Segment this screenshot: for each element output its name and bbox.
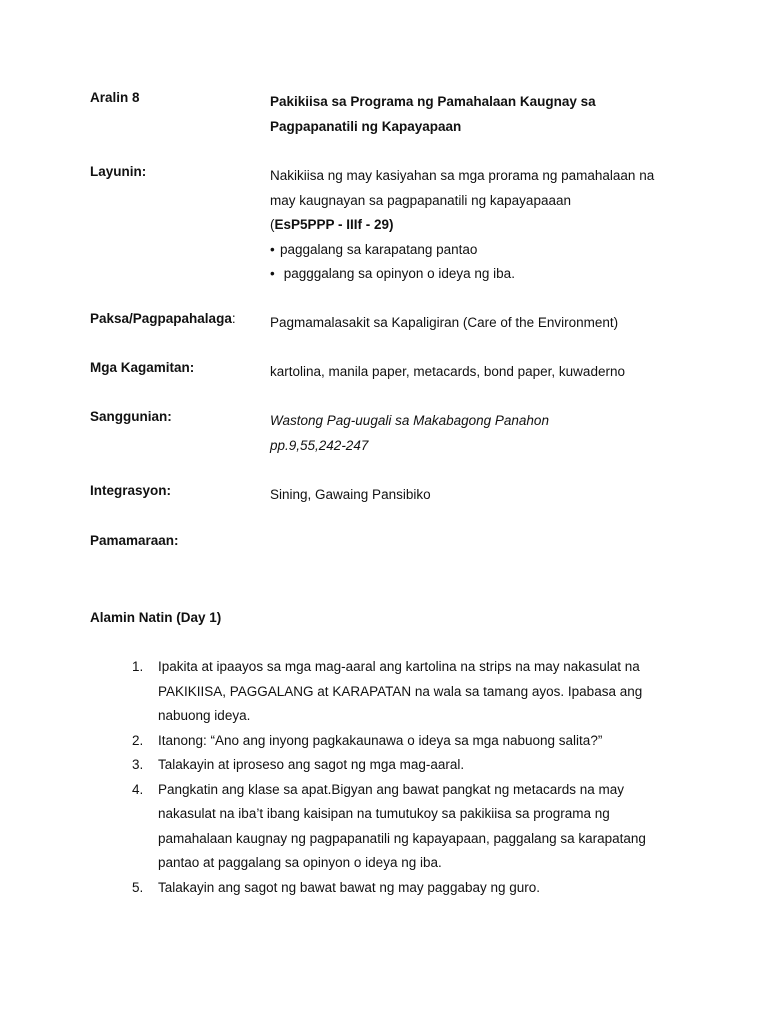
step-number: 2. xyxy=(132,732,144,748)
step-number: 3. xyxy=(132,757,144,772)
step-line: pamahalaan kaugnay ng pagpapanatili ng kapayapaan, paggalang sa karapatang xyxy=(158,830,646,846)
paksa-label-text: Paksa/Pagpapahalaga xyxy=(90,311,232,326)
list-item xyxy=(132,753,652,778)
code-paren: ( xyxy=(270,217,275,232)
step-number: 4. xyxy=(132,781,144,797)
bullet-icon: • xyxy=(270,266,275,281)
step-line: Itanong: “Ano ang inyong pagkakaunawa o ideya sa mga nabuong salita?” xyxy=(158,732,603,748)
step-line: Talakayin at iproseso ang sagot ng mga mag-aaral. xyxy=(158,757,465,772)
paksa-label xyxy=(90,311,236,326)
integrasyon-label: Integrasyon: xyxy=(90,483,172,498)
list-item xyxy=(132,729,652,754)
layunin-line: Nakikiisa ng may kasiyahan sa mga prorama ng pamahalaan na xyxy=(270,168,655,183)
integrasyon-text: Sining, Gawaing Pansibiko xyxy=(270,487,431,502)
step-line: Talakayin ang sagot ng bawat bawat ng may paggabay ng guro. xyxy=(158,879,541,895)
sanggunian-label: Sanggunian: xyxy=(90,409,172,424)
layunin-label: Layunin: xyxy=(90,164,147,179)
layunin-value xyxy=(270,164,690,287)
step-line: pantao at paggalang sa opinyon o ideya ng iba. xyxy=(158,855,442,870)
aralin-title-line: Pagpapanatili ng Kapayapaan xyxy=(270,118,462,134)
step-line: nakasulat na iba’t ibang kaisipan na tumutukoy sa pakikiisa sa programa ng xyxy=(158,806,610,821)
paksa-text: Pagmamalasakit sa Kapaligiran (Care of the Environment) xyxy=(270,315,619,330)
layunin-bullet xyxy=(270,238,690,263)
list-item xyxy=(132,876,652,901)
pamamaraan-label: Pamamaraan: xyxy=(90,533,179,548)
step-line: Ipakita at ipaayos sa mga mag-aaral ang kartolina na strips na may nakasulat na xyxy=(158,659,640,674)
steps-list xyxy=(132,655,652,900)
list-item xyxy=(132,655,652,729)
aralin-label: Aralin 8 xyxy=(90,90,140,105)
step-line: Pangkatin ang klase sa apat.Bigyan ang bawat pangkat ng metacards na may xyxy=(158,781,625,797)
bullet-text: pagggalang sa opinyon o ideya ng iba. xyxy=(280,266,515,281)
aralin-title-line: Pakikiisa sa Programa ng Pamahalaan Kaugnay sa xyxy=(270,94,596,109)
kagamitan-value xyxy=(270,360,690,385)
bullet-text: paggalang sa karapatang pantao xyxy=(280,241,478,257)
curriculum-code: EsP5PPP - IIIf - 29) xyxy=(274,217,394,232)
paksa-label-colon: : xyxy=(231,311,236,326)
step-number: 1. xyxy=(132,659,144,674)
step-line: PAKIKIISA, PAGGALANG at KARAPATAN na wala sa tamang ayos. Ipabasa ang xyxy=(158,683,643,699)
reference-title: Wastong Pag-uugali sa Makabagong Panahon xyxy=(270,413,549,428)
list-item xyxy=(132,778,652,876)
layunin-line: may kaugnayan sa pagpapanatili ng kapayapaaan xyxy=(270,192,571,208)
aralin-title xyxy=(270,90,690,139)
sanggunian-value xyxy=(270,409,690,458)
section-title: Alamin Natin (Day 1) xyxy=(90,610,222,625)
integrasyon-value xyxy=(270,483,690,508)
reference-pages: pp.9,55,242-247 xyxy=(270,437,369,453)
layunin-code-line xyxy=(270,213,690,238)
layunin-bullet xyxy=(270,262,690,287)
step-number: 5. xyxy=(132,879,144,895)
kagamitan-label: Mga Kagamitan: xyxy=(90,360,195,375)
step-line: nabuong ideya. xyxy=(158,708,251,723)
bullet-icon: • xyxy=(270,241,275,257)
kagamitan-text: kartolina, manila paper, metacards, bond paper, kuwaderno xyxy=(270,364,625,379)
paksa-value xyxy=(270,311,690,336)
